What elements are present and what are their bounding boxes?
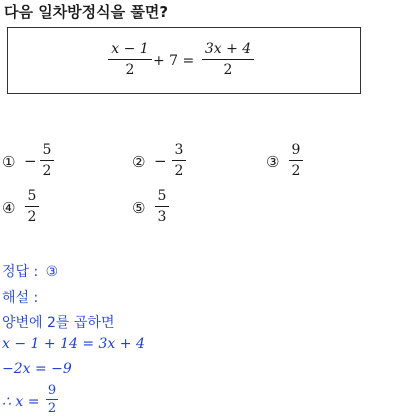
solution-final (2, 384, 82, 419)
choice-numerator: 5 (27, 188, 37, 204)
answer-value: ③ (45, 264, 59, 280)
choice-fraction (289, 143, 303, 178)
fraction-bar (25, 206, 39, 207)
choice-1[interactable] (2, 143, 97, 183)
choice-numerator: 9 (291, 142, 301, 158)
answer-label: 정답 : (2, 264, 39, 280)
solution-final-fraction (46, 384, 58, 415)
fraction-bar (155, 206, 169, 207)
fraction-bar (289, 160, 303, 161)
equation-box (7, 27, 361, 94)
choice-denominator: 2 (291, 163, 301, 179)
choice-sign: − (24, 152, 37, 170)
solution-final-numerator: 9 (47, 383, 57, 398)
choice-numerator: 5 (157, 188, 167, 204)
choice-4[interactable] (2, 189, 82, 229)
choice-sign: − (154, 152, 167, 170)
solution-step-2: x − 1 + 14 = 3x + 4 (2, 336, 145, 352)
solution-label: 해설 : (2, 290, 39, 306)
choice-marker: ⑤ (132, 199, 146, 217)
answer-line (2, 261, 58, 281)
choice-fraction (155, 189, 169, 224)
choice-fraction (25, 189, 39, 224)
equation-lhs-numerator: x − 1 (111, 41, 149, 57)
equation-rhs-numerator: 3x + 4 (204, 41, 252, 57)
fraction-bar (40, 160, 54, 161)
equation-lhs-denominator: 2 (125, 62, 135, 78)
choice-2[interactable] (132, 143, 227, 183)
choice-denominator: 2 (174, 163, 184, 179)
fraction-bar (46, 399, 58, 400)
solution-final-denominator: 2 (47, 401, 57, 416)
choice-denominator: 2 (27, 209, 37, 225)
equation-rhs-denominator: 2 (223, 62, 233, 78)
equation-rhs-fraction (202, 42, 254, 77)
solution-step-3: −2x = −9 (2, 361, 72, 377)
equation-middle: + 7 = (153, 53, 195, 69)
choice-marker: ② (132, 153, 146, 171)
choice-3[interactable] (266, 143, 346, 183)
choice-numerator: 5 (42, 142, 52, 158)
solution-final-prefix: ∴ x = (2, 394, 40, 410)
fraction-bar (108, 59, 152, 60)
choice-marker: ③ (266, 153, 280, 171)
choice-denominator: 3 (157, 209, 167, 225)
fraction-bar (172, 160, 186, 161)
fraction-bar (202, 59, 254, 60)
question-title: 다음 일차방정식을 풀면? (4, 3, 169, 21)
choice-fraction (40, 143, 54, 178)
choice-fraction (172, 143, 186, 178)
choice-5[interactable] (132, 189, 212, 229)
solution-step-1: 양변에 2를 곱하면 (2, 315, 115, 331)
choice-numerator: 3 (174, 142, 184, 158)
choice-marker: ④ (2, 199, 16, 217)
equation-lhs-fraction (108, 42, 152, 77)
choice-marker: ① (2, 153, 16, 171)
choice-denominator: 2 (42, 163, 52, 179)
